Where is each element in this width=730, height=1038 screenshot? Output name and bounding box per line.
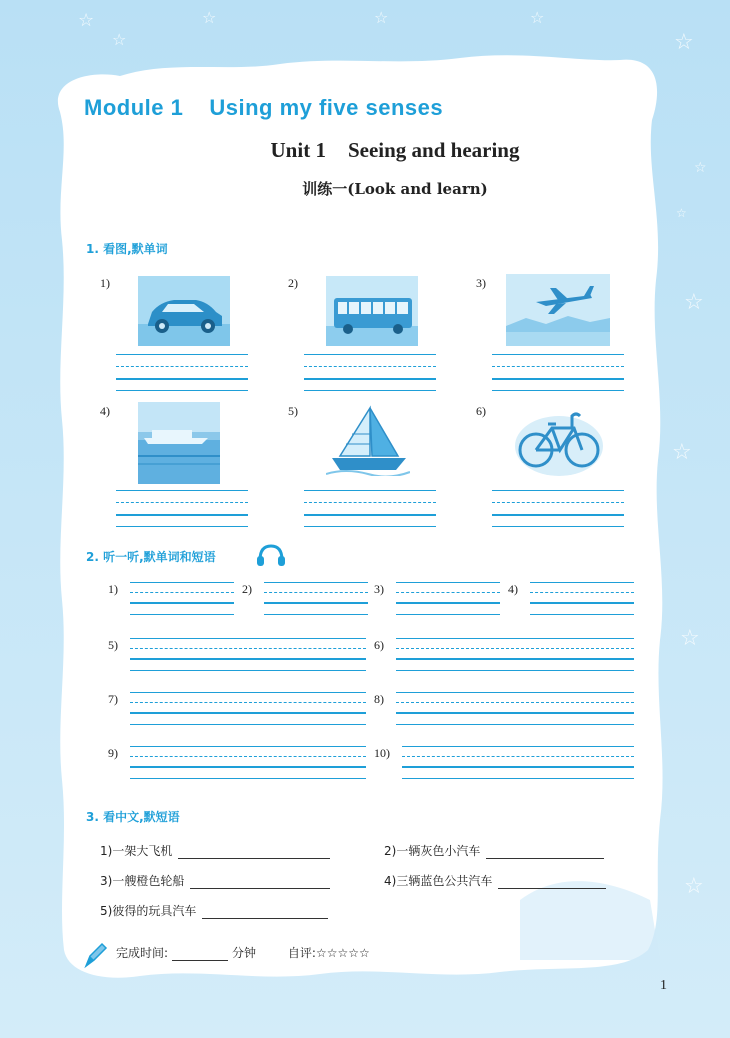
star-icon: ☆ xyxy=(672,440,692,465)
answer-line-2[interactable] xyxy=(304,354,436,390)
star-icon: ☆ xyxy=(684,874,704,899)
star-icon: ☆ xyxy=(530,8,545,27)
unit-title xyxy=(0,138,730,163)
module-title xyxy=(84,95,443,121)
section2-title: 2. 听一听,默单词和短语 xyxy=(86,550,216,564)
item-number: 2) xyxy=(242,582,252,596)
star-icon: ☆ xyxy=(78,10,95,31)
training-title: 训练一(Look and learn) xyxy=(302,180,488,198)
item-number: 4) xyxy=(100,404,110,418)
answer-line-5[interactable] xyxy=(304,490,436,526)
phrase-item xyxy=(100,872,330,889)
item-number: 10) xyxy=(374,746,390,760)
bicycle-image xyxy=(514,404,604,476)
time-blank[interactable] xyxy=(172,949,228,961)
answer-line-1[interactable] xyxy=(116,354,248,390)
item-number: 3) xyxy=(374,582,384,596)
phrase-label: 1)一架大飞机 xyxy=(100,844,173,858)
unit-label: Unit 1 xyxy=(270,138,326,162)
phrase-answer-blank[interactable] xyxy=(202,905,328,919)
listen-line-8[interactable] xyxy=(396,692,634,728)
listen-line-2[interactable] xyxy=(264,582,368,618)
phrase-answer-blank[interactable] xyxy=(178,845,330,859)
listen-line-1[interactable] xyxy=(130,582,234,618)
star-icon: ☆ xyxy=(694,160,707,176)
listen-line-3[interactable] xyxy=(396,582,500,618)
item-number: 6) xyxy=(476,404,486,418)
phrase-item xyxy=(384,842,604,859)
item-number: 1) xyxy=(108,582,118,596)
answer-line-3[interactable] xyxy=(492,354,624,390)
section1-title: 1. 看图,默单词 xyxy=(86,242,168,256)
time-unit: 分钟 xyxy=(232,946,257,960)
listen-line-10[interactable] xyxy=(402,746,634,782)
section3-title: 3. 看中文,默短语 xyxy=(86,810,180,824)
phrase-label: 4)三辆蓝色公共汽车 xyxy=(384,874,493,888)
answer-line-6[interactable] xyxy=(492,490,624,526)
footer xyxy=(86,944,370,961)
unit-name: Seeing and hearing xyxy=(347,138,520,162)
star-icon: ☆ xyxy=(202,8,217,27)
listen-line-7[interactable] xyxy=(130,692,366,728)
star-icon: ☆ xyxy=(674,30,694,55)
page-number: 1 xyxy=(660,978,667,993)
item-number: 3) xyxy=(476,276,486,290)
plane-image xyxy=(506,274,610,346)
star-icon: ☆ xyxy=(676,206,687,220)
bus-image xyxy=(326,276,418,346)
phrase-item xyxy=(384,872,606,889)
phrase-label: 2)一辆灰色小汽车 xyxy=(384,844,481,858)
car-image xyxy=(138,276,230,346)
ship-image xyxy=(138,402,220,484)
item-number: 5) xyxy=(288,404,298,418)
item-number: 2) xyxy=(288,276,298,290)
phrase-answer-blank[interactable] xyxy=(498,875,606,889)
module-label: Module 1 xyxy=(84,95,184,120)
phrase-answer-blank[interactable] xyxy=(190,875,330,889)
item-number: 7) xyxy=(108,692,118,706)
star-icon: ☆ xyxy=(680,626,700,651)
time-label: 完成时间: xyxy=(116,946,169,960)
item-number: 8) xyxy=(374,692,384,706)
listen-line-5[interactable] xyxy=(130,638,366,674)
star-icon: ☆ xyxy=(374,8,389,27)
item-number: 5) xyxy=(108,638,118,652)
answer-line-4[interactable] xyxy=(116,490,248,526)
listen-line-9[interactable] xyxy=(130,746,366,782)
headphones-icon xyxy=(254,542,288,568)
module-name: Using my five senses xyxy=(209,95,444,120)
phrase-label: 5)彼得的玩具汽车 xyxy=(100,904,197,918)
star-icon: ☆ xyxy=(112,30,127,49)
item-number: 6) xyxy=(374,638,384,652)
rating-stars[interactable]: ☆☆☆☆☆ xyxy=(315,946,370,960)
item-number: 4) xyxy=(508,582,518,596)
item-number: 1) xyxy=(100,276,110,290)
phrase-label: 3)一艘橙色轮船 xyxy=(100,874,185,888)
star-icon: ☆ xyxy=(684,290,704,315)
sailboat-image xyxy=(326,404,410,476)
listen-line-6[interactable] xyxy=(396,638,634,674)
phrase-item xyxy=(100,902,328,919)
phrase-answer-blank[interactable] xyxy=(486,845,604,859)
phrase-item xyxy=(100,842,330,859)
item-number: 9) xyxy=(108,746,118,760)
self-eval-label: 自评: xyxy=(287,946,316,960)
listen-line-4[interactable] xyxy=(530,582,634,618)
